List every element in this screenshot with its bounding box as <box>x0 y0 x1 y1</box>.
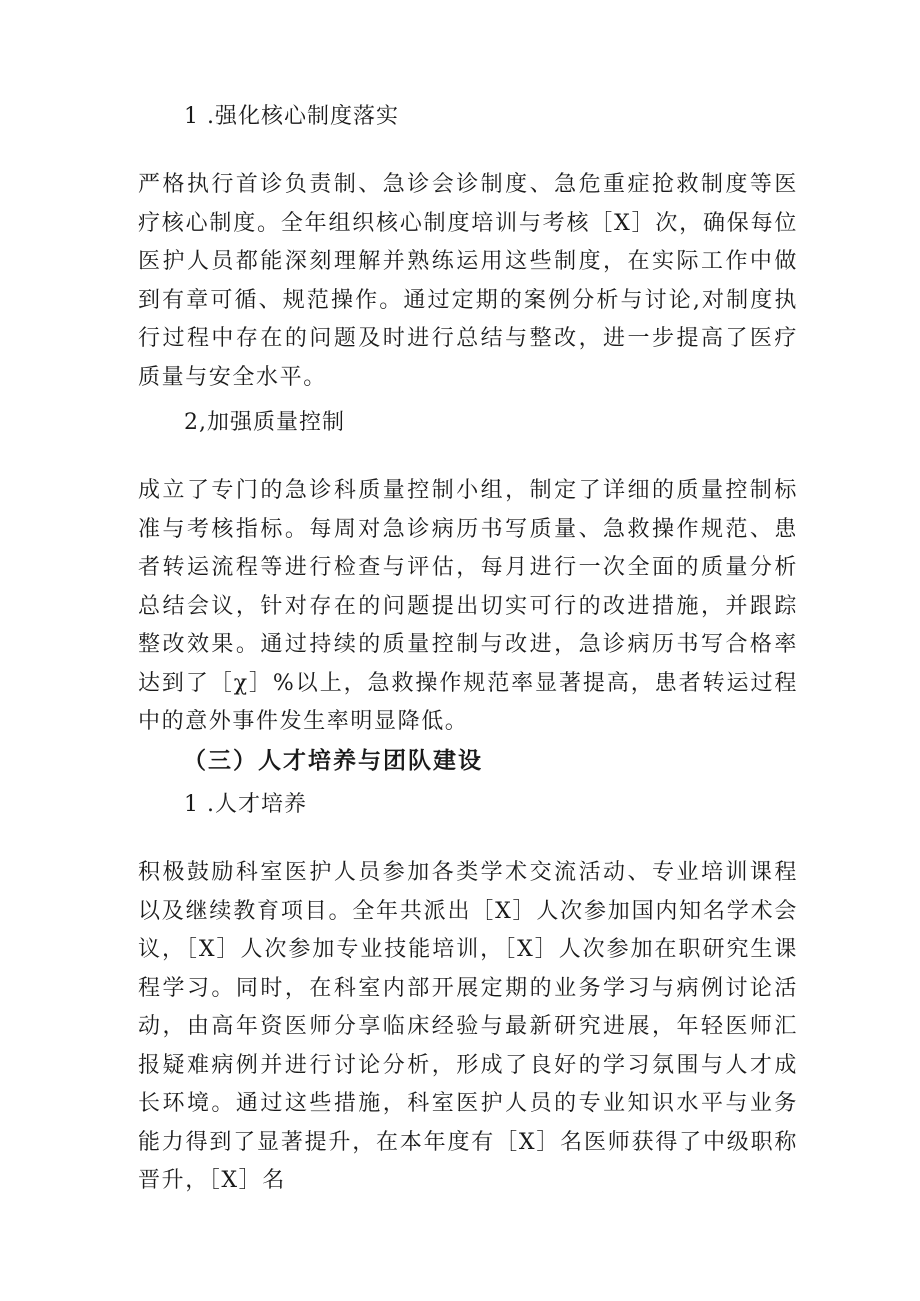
paragraph-quality-control: 成立了专门的急诊科质量控制小组，制定了详细的质量控制标准与考核指标。每周对急诊病历书写质量、急救操作规范、患者转运流程等进行检查与评估，每月进行一次全面的质量分析总结会议，针对存在的问题提出切实可行的改进措施，并跟踪整改效果。通过持续的质量控制与改进，急诊病历书写合格率达到了［χ］%以上，急救操作规范率显著提高，患者转运过程中的意外事件发生率明显降低。 <box>138 478 798 734</box>
subheading-quality-control: 2,加强质量控制 <box>184 410 345 435</box>
subheading-core-system: 1 .强化核心制度落实 <box>184 104 399 129</box>
paragraph-core-system: 严格执行首诊负责制、急诊会诊制度、急危重症抢救制度等医疗核心制度。全年组织核心制度培训与考核［X］次，确保每位医护人员都能深刻理解并熟练运用这些制度，在实际工作中做到有章可循、规范操作。通过定期的案例分析与讨论,对制度执行过程中存在的问题及时进行总结与整改，进一步提高了医疗质量与安全水平。 <box>138 172 798 390</box>
paragraph-talent-training: 积极鼓励科室医护人员参加各类学术交流活动、专业培训课程以及继续教育项目。全年共派出［X］人次参加国内知名学术会议，［X］人次参加专业技能培训，［X］人次参加在职研究生课程学习。同时，在科室内部开展定期的业务学习与病例讨论活动，由高年资医师分享临床经验与最新研究进展，年轻医师汇报疑难病例并进行讨论分析，形成了良好的学习氛围与人才成长环境。通过这些措施，科室医护人员的专业知识水平与业务能力得到了显著提升，在本年度有［X］名医师获得了中级职称晋升，［X］名 <box>138 860 798 1193</box>
subheading-talent-training: 1 .人才培养 <box>184 792 307 817</box>
section-heading-talent: （三）人才培养与团队建设 <box>183 747 483 774</box>
